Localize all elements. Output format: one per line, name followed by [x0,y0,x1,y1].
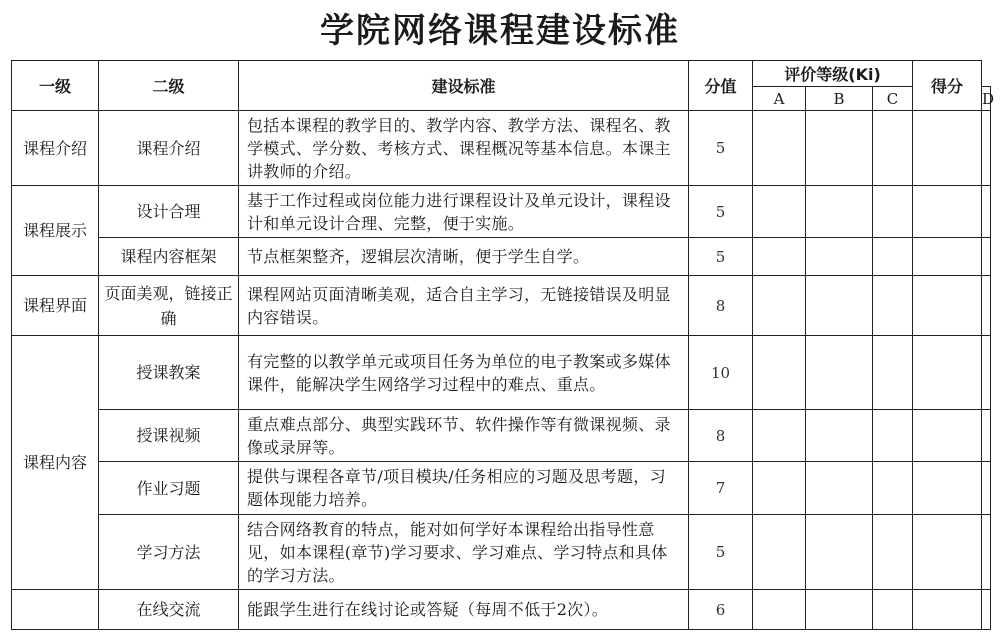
grade-d-cell[interactable] [913,238,982,276]
header-level2: 二级 [99,61,239,111]
standard-cell: 重点难点部分、典型实践环节、软件操作等有微课视频、录像或录屏等。 [239,410,689,462]
grade-d: D [982,87,991,111]
level2-cell: 学习方法 [99,515,239,590]
grade-d-cell[interactable] [913,276,982,336]
score-cell[interactable] [982,238,991,276]
grade-a-cell[interactable] [753,515,806,590]
points-cell: 5 [689,111,753,186]
grade-c-cell[interactable] [873,186,913,238]
score-cell[interactable] [982,462,991,515]
grade-b-cell[interactable] [806,590,873,630]
grade-c-cell[interactable] [873,590,913,630]
standard-cell: 结合网络教育的特点，能对如何学好本课程给出指导性意见，如本课程(章节)学习要求、学习难点、学习特点和具体的学习方法。 [239,515,689,590]
score-cell[interactable] [982,186,991,238]
grade-d-cell[interactable] [913,111,982,186]
grade-a-cell[interactable] [753,410,806,462]
score-cell[interactable] [982,336,991,410]
grade-b: B [806,87,873,111]
table-row [12,336,991,410]
grade-d-cell[interactable] [913,515,982,590]
level2-cell: 设计合理 [99,186,239,238]
level1-cell [12,590,99,630]
level2-cell: 在线交流 [99,590,239,630]
points-cell: 5 [689,515,753,590]
points-cell: 5 [689,238,753,276]
grade-b-cell[interactable] [806,336,873,410]
level1-cell: 课程内容 [12,336,99,590]
grade-c-cell[interactable] [873,410,913,462]
header-standard: 建设标准 [239,61,689,111]
grade-c-cell[interactable] [873,336,913,410]
standard-cell: 课程网站页面清晰美观，适合自主学习，无链接错误及明显内容错误。 [239,276,689,336]
grade-c-cell[interactable] [873,276,913,336]
level2-cell: 作业习题 [99,462,239,515]
grade-a-cell[interactable] [753,462,806,515]
points-cell: 5 [689,186,753,238]
grade-b-cell[interactable] [806,410,873,462]
grade-c-cell[interactable] [873,111,913,186]
header-score: 得分 [913,61,982,111]
grade-c: C [873,87,913,111]
grade-b-cell[interactable] [806,462,873,515]
grade-d-cell[interactable] [913,410,982,462]
header-points: 分值 [689,61,753,111]
grade-d-cell[interactable] [913,186,982,238]
standard-cell: 能跟学生进行在线讨论或答疑（每周不低于2次）。 [239,590,689,630]
grade-a: A [753,87,806,111]
table-row [12,111,991,186]
grade-a-cell[interactable] [753,590,806,630]
grade-a-cell[interactable] [753,276,806,336]
standard-cell: 节点框架整齐，逻辑层次清晰，便于学生自学。 [239,238,689,276]
table-row [12,238,991,276]
level2-cell: 课程介绍 [99,111,239,186]
points-cell: 10 [689,336,753,410]
table-row [12,515,991,590]
grade-b-cell[interactable] [806,238,873,276]
table-row [12,590,991,630]
score-cell[interactable] [982,410,991,462]
header-row [12,61,991,87]
standard-cell: 提供与课程各章节/项目模块/任务相应的习题及思考题，习题体现能力培养。 [239,462,689,515]
grade-a-cell[interactable] [753,336,806,410]
standard-cell: 基于工作过程或岗位能力进行课程设计及单元设计，课程设计和单元设计合理、完整，便于实施。 [239,186,689,238]
standards-table [11,60,995,630]
grade-c-cell[interactable] [873,462,913,515]
points-cell: 6 [689,590,753,630]
table-row [12,276,991,336]
level1-cell: 课程展示 [12,186,99,276]
table-row [12,410,991,462]
page-title: 学院网络课程建设标准 [320,11,680,51]
level1-cell: 课程界面 [12,276,99,336]
standard-cell: 包括本课程的教学目的、教学内容、教学方法、课程名、教学模式、学分数、考核方式、课程概况等基本信息。本课主讲教师的介绍。 [239,111,689,186]
standard-cell: 有完整的以教学单元或项目任务为单位的电子教案或多媒体课件，能解决学生网络学习过程中的难点、重点。 [239,336,689,410]
grade-d-cell[interactable] [913,336,982,410]
grade-d-cell[interactable] [913,590,982,630]
grade-a-cell[interactable] [753,238,806,276]
grade-c-cell[interactable] [873,238,913,276]
grade-d-cell[interactable] [913,462,982,515]
grade-b-cell[interactable] [806,276,873,336]
score-cell[interactable] [982,111,991,186]
score-cell[interactable] [982,590,991,630]
header-rating: 评价等级(Ki) [753,61,913,87]
table-row [12,186,991,238]
grade-a-cell[interactable] [753,186,806,238]
level2-cell: 课程内容框架 [99,238,239,276]
score-cell[interactable] [982,515,991,590]
header-level1: 一级 [12,61,99,111]
level2-cell: 页面美观，链接正确 [99,276,239,336]
grade-a-cell[interactable] [753,111,806,186]
level1-cell: 课程介绍 [12,111,99,186]
table-row [12,462,991,515]
grade-c-cell[interactable] [873,515,913,590]
level2-cell: 授课视频 [99,410,239,462]
level2-cell: 授课教案 [99,336,239,410]
score-cell[interactable] [982,276,991,336]
points-cell: 8 [689,276,753,336]
points-cell: 8 [689,410,753,462]
points-cell: 7 [689,462,753,515]
grade-b-cell[interactable] [806,186,873,238]
grade-b-cell[interactable] [806,111,873,186]
grade-b-cell[interactable] [806,515,873,590]
